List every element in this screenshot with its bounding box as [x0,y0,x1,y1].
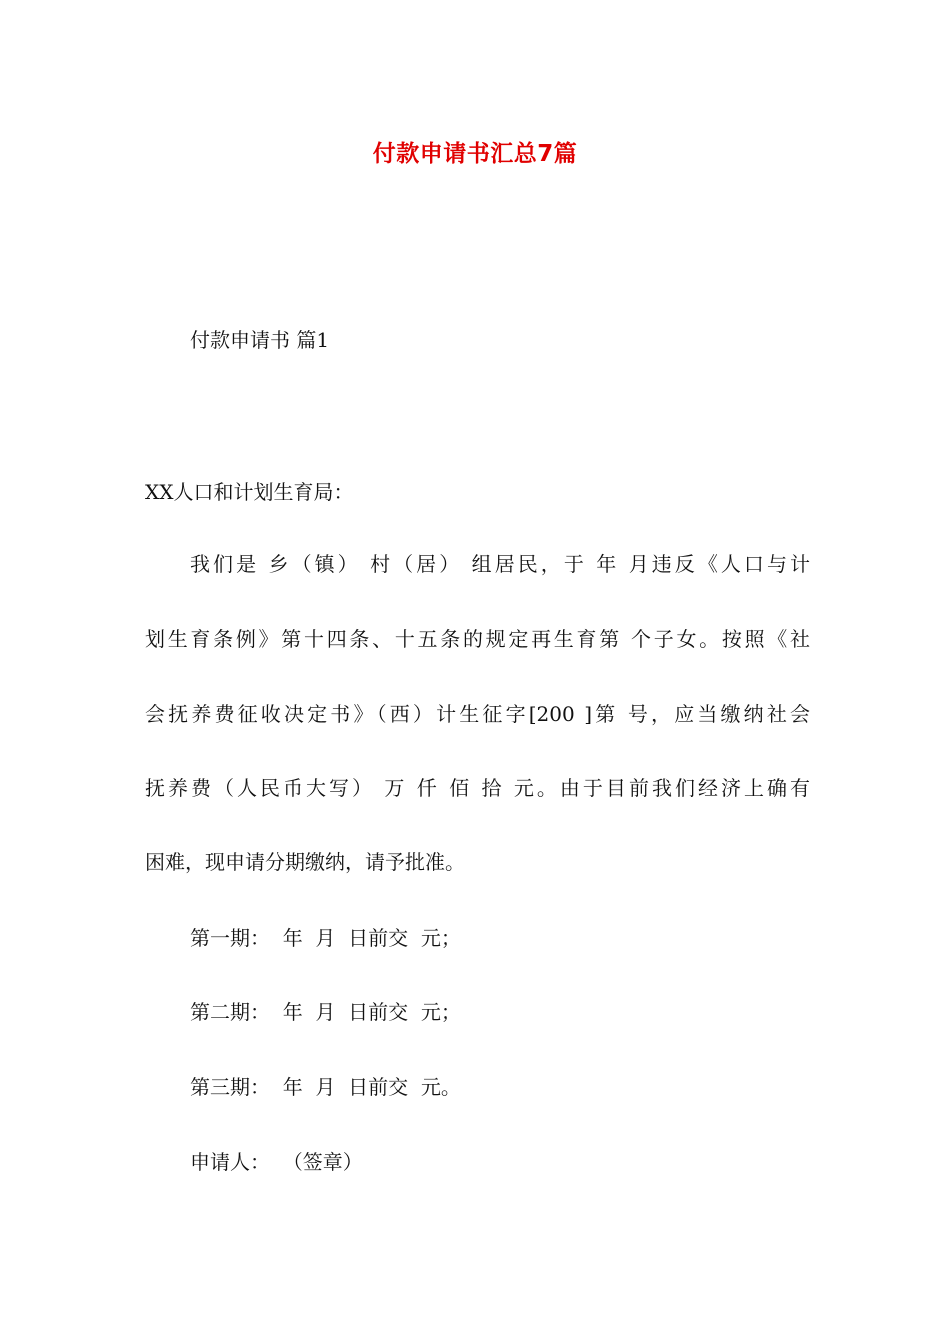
body-line-2: 划生育条例》第十四条、十五条的规定再生育第 个子女。按照《社 [145,627,810,651]
addressee: XX人口和计划生育局： [145,480,354,504]
section-heading: 付款申请书 篇1 [190,328,330,352]
body-line-4: 抚养费（人民币大写） 万 仟 佰 拾 元。由于目前我们经济上确有 [145,776,810,800]
applicant-signature: 申请人： （签章） [190,1150,363,1174]
installment-2: 第二期： 年 月 日前交 元； [190,1000,461,1024]
installment-1: 第一期： 年 月 日前交 元； [190,926,461,950]
body-line-3: 会抚养费征收决定书》（西）计生征字[200 ]第 号，应当缴纳社会 [145,702,810,726]
document-title: 付款申请书汇总7篇 [372,141,578,167]
body-line-5: 困难，现申请分期缴纳，请予批准。 [145,850,465,874]
body-line-1: 我们是 乡（镇） 村（居） 组居民，于 年 月违反《人口与计 [190,552,810,576]
installment-3: 第三期： 年 月 日前交 元。 [190,1075,461,1099]
